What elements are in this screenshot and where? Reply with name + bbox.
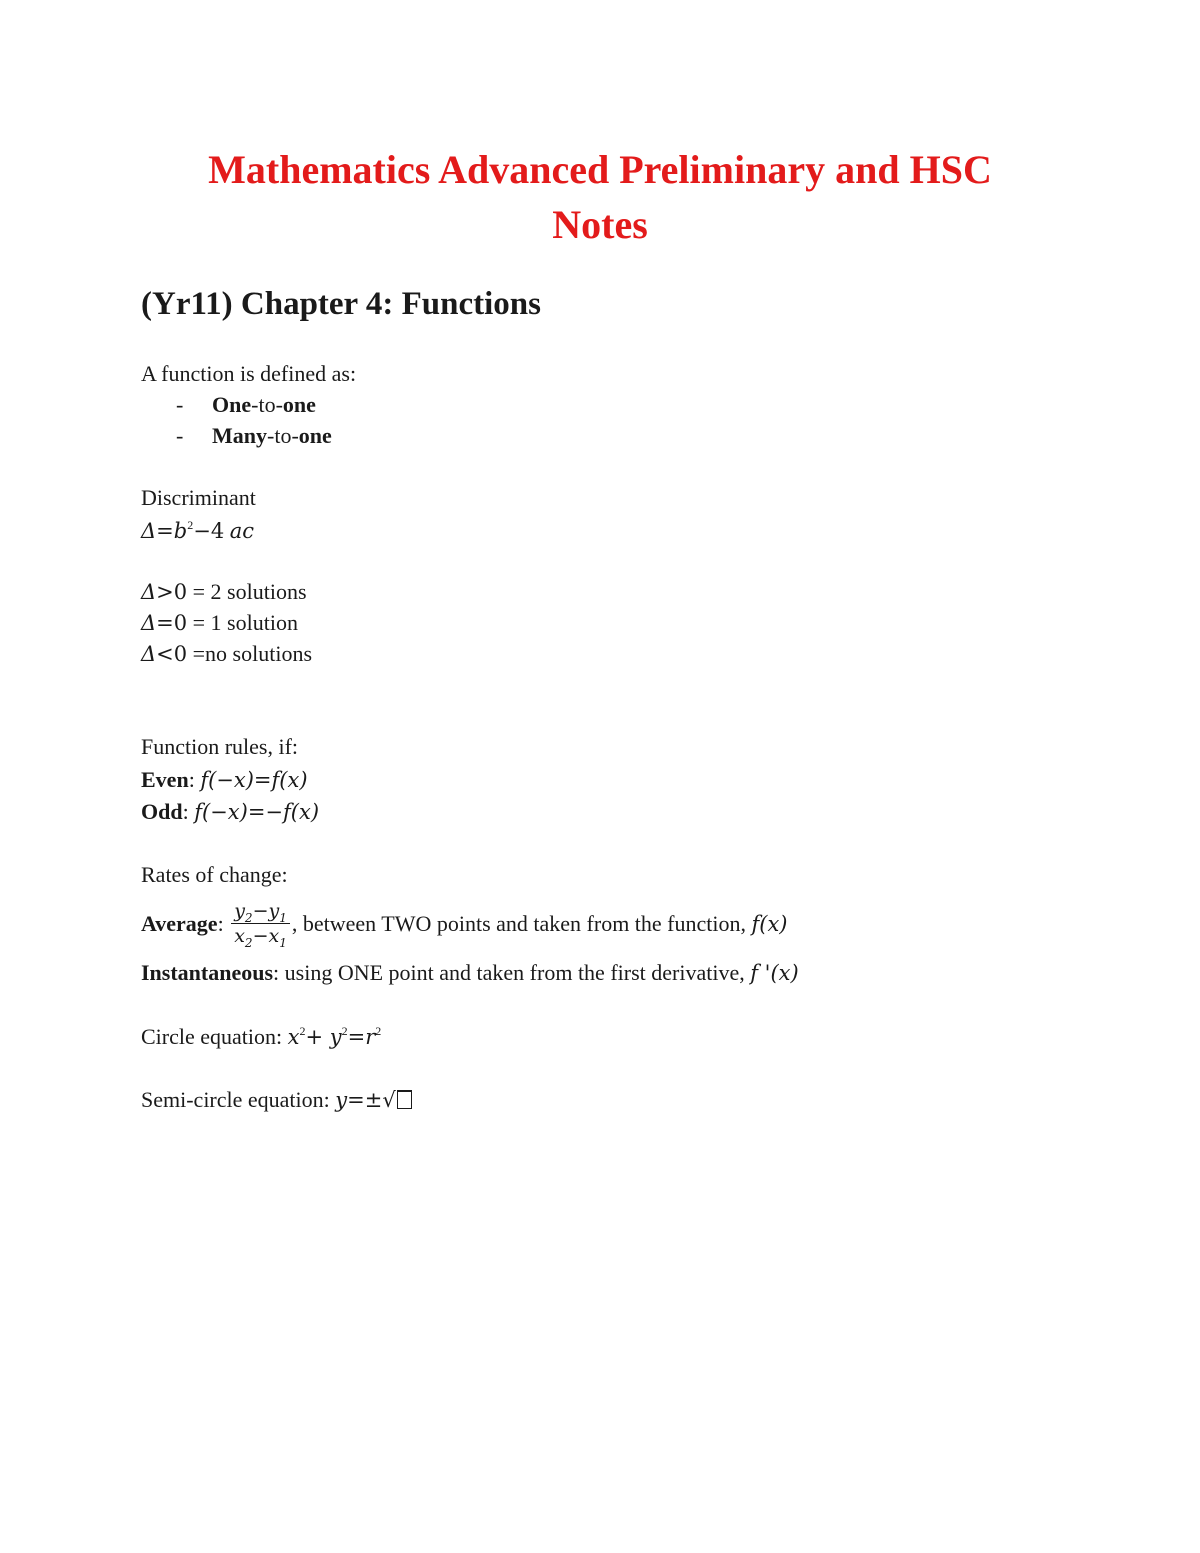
discriminant-label: Discriminant xyxy=(141,485,256,510)
title-line-2: Notes xyxy=(552,202,648,247)
discriminant-case: Δ>0 = 2 solutions xyxy=(141,579,307,604)
semicircle-equation: Semi-circle equation: y=±√ xyxy=(141,1085,412,1115)
function-rules-intro: Function rules, if: xyxy=(141,734,299,759)
title-line-1: Mathematics Advanced Preliminary and HSC xyxy=(208,147,992,192)
list-item: - One-to-one xyxy=(176,392,316,417)
gradient-fraction: $\frac{y_2-y_1}{x_2-x_1}$ xyxy=(231,899,290,948)
chapter-heading: (Yr11) Chapter 4: Functions xyxy=(141,286,541,322)
instantaneous-rate: Instantaneous: using ONE point and taken from the first derivative, f '(x) xyxy=(141,960,799,985)
discriminant-case: Δ<0 =no solutions xyxy=(141,641,313,666)
even-rule: Even: f(−x)=f(x) xyxy=(141,767,308,792)
document-title xyxy=(0,142,1200,252)
circle-equation: Circle equation: $x^2+ y^2=r^2$ xyxy=(141,1024,382,1049)
discriminant-case: Δ=0 = 1 solution xyxy=(141,610,298,635)
function-definition-intro: A function is defined as: xyxy=(141,361,357,386)
odd-rule: Odd: f(−x)=−f(x) xyxy=(141,799,320,824)
placeholder-box-icon xyxy=(397,1090,412,1109)
rates-intro: Rates of change: xyxy=(141,862,288,887)
average-rate: Average: $\frac{y_2-y_1}{x_2-x_1}$ , between TWO points and taken from the function, f(x) xyxy=(141,900,788,951)
list-item: - Many-to-one xyxy=(176,423,332,448)
discriminant-formula: $\Delta=b^2-4$ ac xyxy=(141,518,254,543)
